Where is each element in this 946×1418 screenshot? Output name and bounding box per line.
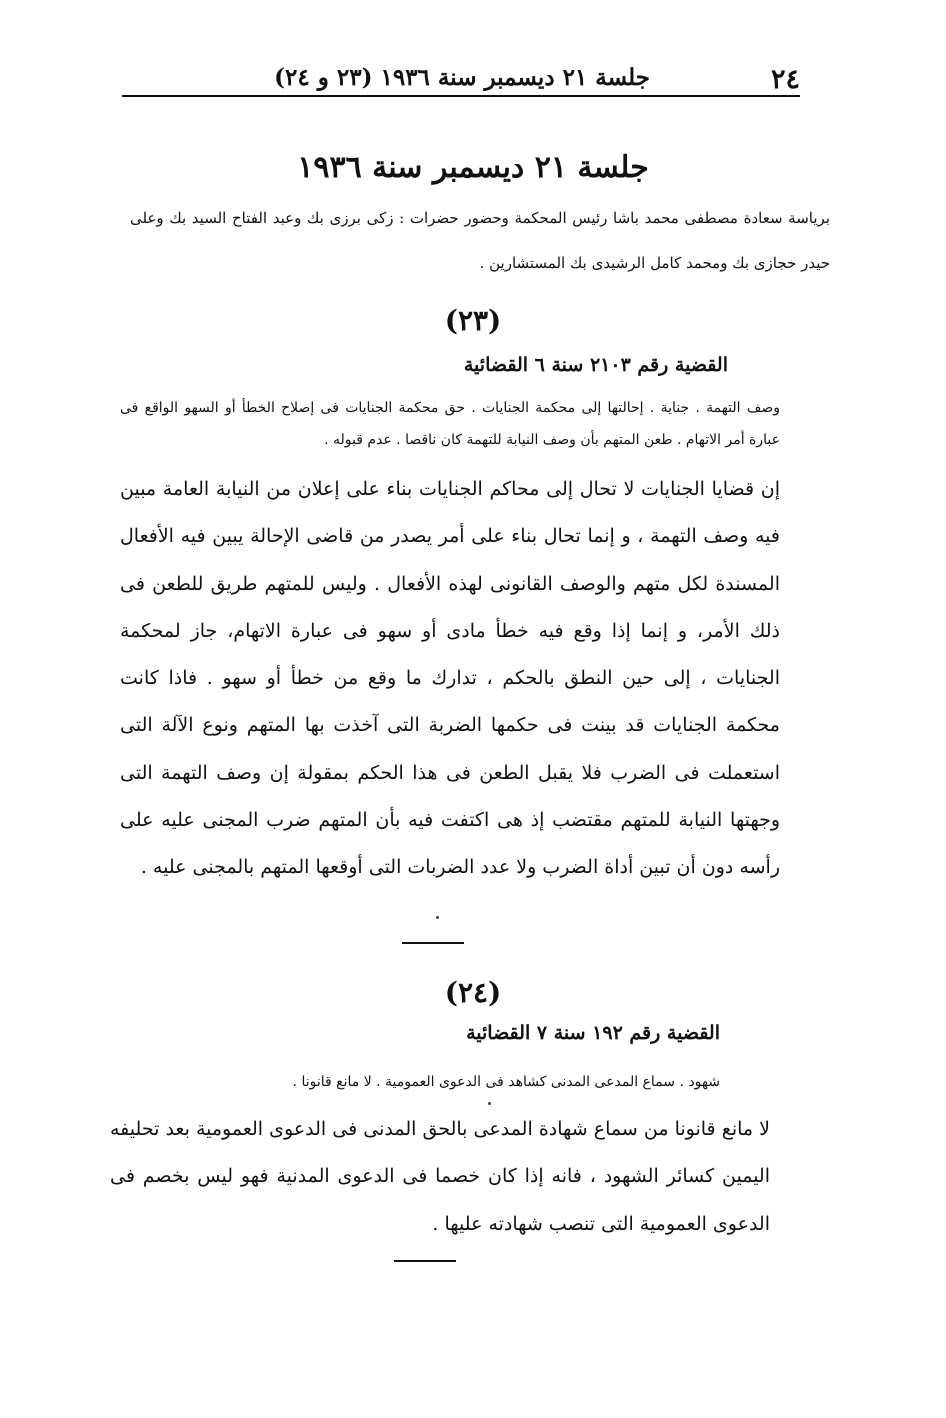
case-number-23: (٢٣) [444,304,502,337]
case-title-23: القضية رقم ٢١٠٣ سنة ٦ القضائية [463,354,728,376]
case-ruling-23: إن قضايا الجنايات لا تحال إلى محاكم الجنايات بناء على إعلان من النيابة العامة مبين فيه وصف التهمة ، و إنما تحال بناء على أمر يصدر من قاضى الإحالة يبين فيه الأفعال المسندة لكل متهم والوصف القانونى لهذه الأفعال . وليس للمتهم طريق للطعن فى ذلك الأمر، و إنما إذا وقع فيه خطأ مادى أو سهو فى عبارة الاتهام، جاز لمحكمة الجنايات ، إلى حين النطق بالحكم ، تدارك ما وقع من خطأ أو سهو . فاذا كانت محكمة الجنايات قد بينت فى حكمها الضربة التى آخذت بها المتهم ونوع الآلة التى استعملت فى الضرب فلا يقبل الطعن فى هذا الحكم بمقولة إن وصف التهمة التى وجهتها النيابة للمتهم مقتضب إذ هى اكتفت فيه بأن المتهم ضرب المجنى عليه على رأسه دون أن تبين أداة الضرب ولا عدد الضربات التى أوقعها المتهم بالمجنى عليه . [120,478,780,879]
case-title-24: القضية رقم ١٩٢ سنة ٧ القضائية [466,1022,720,1044]
running-title: جلسة ٢١ ديسمبر سنة ١٩٣٦ (٢٣ و ٢٤) [274,64,650,91]
ink-speck [488,1102,491,1105]
case-summary-24: شهود . سماع المدعى المدنى كشاهد فى الدعوى العمومية . لا مانع قانونا . [292,1074,720,1090]
case-ruling-24: لا مانع قانونا من سماع شهادة المدعى بالحق المدنى فى الدعوى العمومية بعد تحليفه اليمين كسائر الشهود ، فانه إذا كان خصما فى الدعوى المدنية فهو ليس بخصم فى الدعوى العمومية التى تنصب شهادته عليها . [110,1118,770,1235]
ink-speck [436,916,439,919]
case-number-24: (٢٤) [444,976,502,1009]
page-number: ٢٤ [770,64,800,95]
session-title: جلسة ٢١ ديسمبر سنة ١٩٣٦ [297,150,649,185]
case-summary-23: وصف التهمة . جناية . إحالتها إلى محكمة الجنايات . حق محكمة الجنايات فى إصلاح الخطأ أو السهو الواقع فى عبارة أمر الاتهام . طعن المتهم بأن وصف النيابة للتهمة كان ناقصا . عدم قبوله . [120,400,780,448]
end-separator [394,1260,456,1262]
section-separator [402,942,464,944]
running-header [120,62,800,96]
header-rule [122,95,800,97]
presidency-statement: برياسة سعادة مصطفى محمد باشا رئيس المحكمة وحضور حضرات : زكى برزى بك وعبد الفتاح السيد بك وعلى حيدر حجازى بك ومحمد كامل الرشيدى بك المستشارين . [130,209,830,272]
